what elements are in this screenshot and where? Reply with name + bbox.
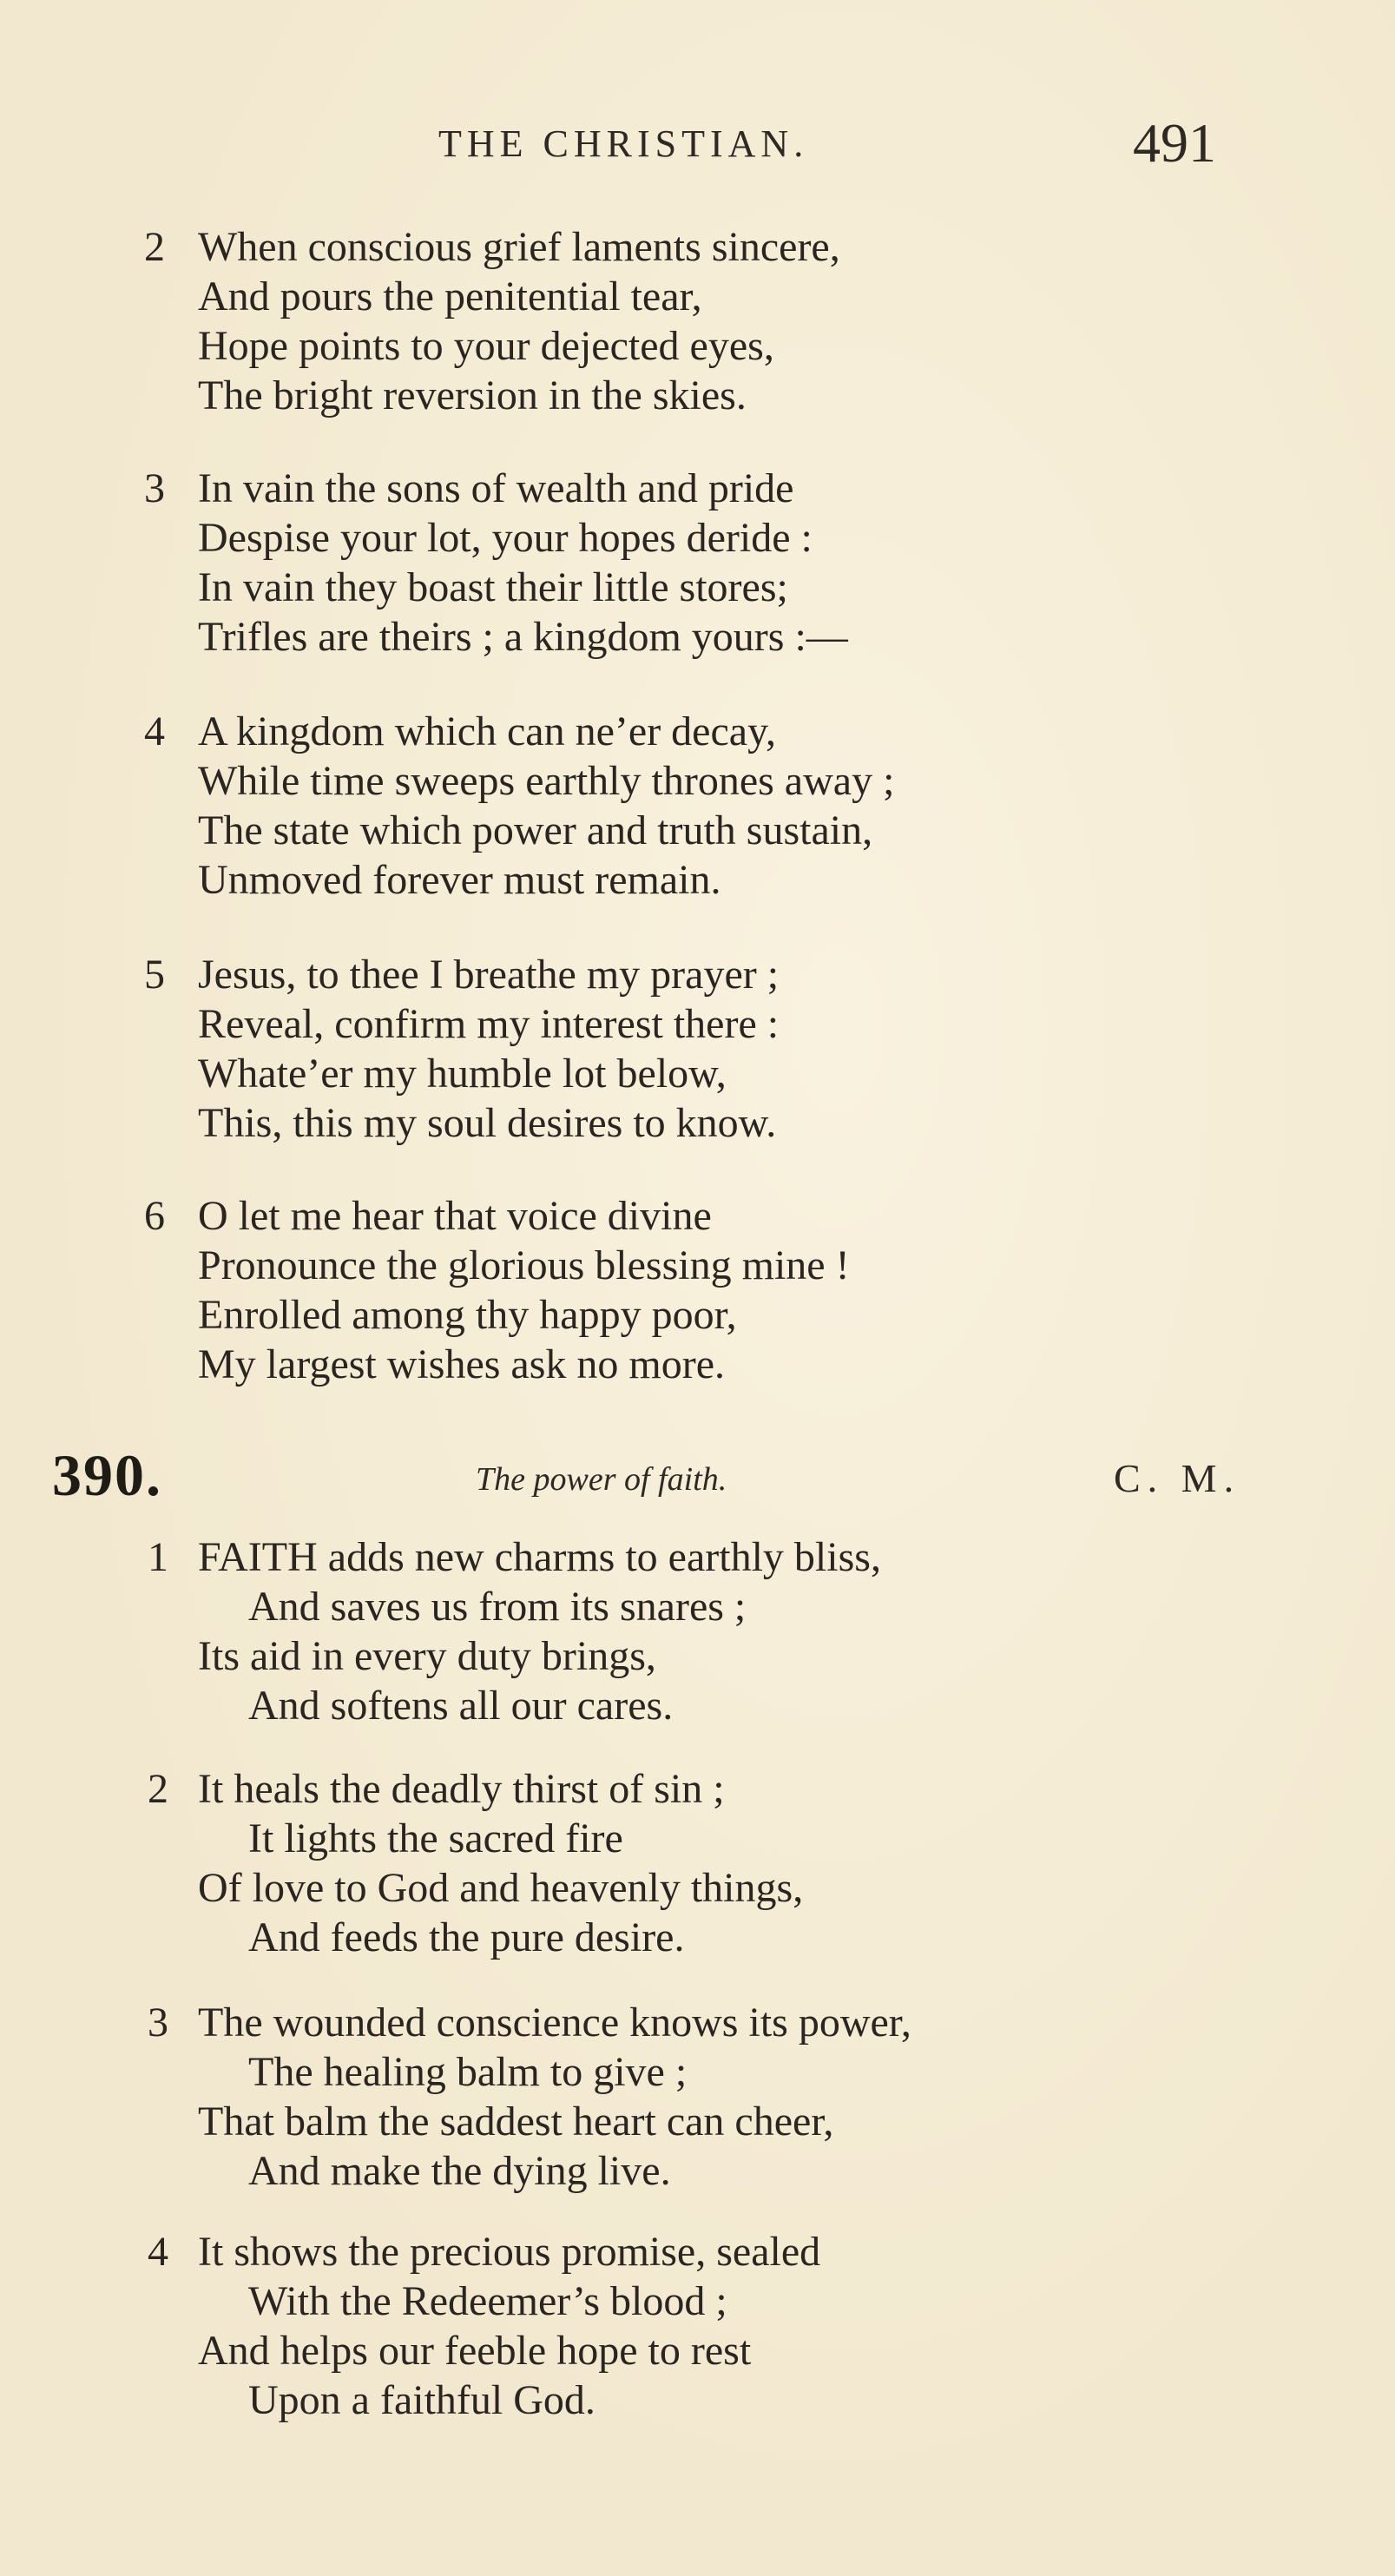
verse-line: Its aid in every duty brings, (198, 1633, 656, 1679)
verse-line: FAITH adds new charms to earthly bliss, (198, 1534, 881, 1580)
verse-line: That balm the saddest heart can cheer, (198, 2098, 834, 2144)
stanza-number: 3 (148, 2000, 168, 2046)
verse-line: And make the dying live. (248, 2148, 671, 2194)
verse-line: This, this my soul desires to know. (198, 1100, 777, 1146)
verse-line: My largest wishes ask no more. (198, 1341, 726, 1387)
stanza-number: 4 (148, 2229, 168, 2275)
verse-line: Despise your lot, your hopes deride : (198, 515, 813, 561)
verse-line: O let me hear that voice divine (198, 1193, 712, 1239)
hymn-title: The power of faith. (476, 1461, 727, 1498)
verse-line: Of love to God and heavenly things, (198, 1865, 804, 1911)
verse-line: The bright reversion in the skies. (198, 372, 747, 418)
verse-line: When conscious grief laments sincere, (198, 224, 840, 270)
verse-line: And saves us from its snares ; (248, 1584, 747, 1630)
verse-line: Hope points to your dejected eyes, (198, 323, 774, 369)
stanza-number: 1 (148, 1534, 168, 1580)
verse-line: Pronounce the glorious blessing mine ! (198, 1242, 850, 1288)
verse-line: And helps our feeble hope to rest (198, 2328, 752, 2374)
verse-line: The state which power and truth sustain, (198, 807, 873, 853)
verse-line: It lights the sacred fire (248, 1815, 623, 1861)
page-number: 491 (1133, 112, 1216, 174)
verse-line: Enrolled among thy happy poor, (198, 1292, 737, 1338)
verse-line: It shows the precious promise, sealed (198, 2229, 821, 2275)
verse-line: While time sweeps earthly thrones away ; (198, 758, 895, 804)
verse-line: And feeds the pure desire. (248, 1914, 685, 1960)
verse-line: And pours the penitential tear, (198, 273, 702, 320)
stanza-number: 2 (148, 1766, 168, 1812)
verse-line: The healing balm to give ; (248, 2049, 688, 2095)
verse-line: Whate’er my humble lot below, (198, 1051, 727, 1097)
verse-line: With the Redeemer’s blood ; (248, 2278, 727, 2324)
verse-line: Upon a faithful God. (248, 2377, 596, 2423)
stanza-number: 4 (144, 708, 165, 754)
verse-line: Trifles are theirs ; a kingdom yours :— (198, 614, 848, 660)
verse-line: And softens all our cares. (248, 1683, 674, 1729)
verse-line: Jesus, to thee I breathe my prayer ; (198, 952, 780, 998)
stanza-number: 2 (144, 224, 165, 270)
verse-line: A kingdom which can ne’er decay, (198, 708, 776, 754)
stanza-number: 5 (144, 952, 165, 998)
hymn-meter: C. M. (1114, 1456, 1241, 1500)
verse-line: In vain they boast their little stores; (198, 564, 788, 610)
verse-line: Reveal, confirm my interest there : (198, 1001, 780, 1047)
stanza-number: 3 (144, 465, 165, 511)
stanza-number: 6 (144, 1193, 165, 1239)
hymn-number: 390. (52, 1442, 162, 1508)
verse-line: Unmoved forever must remain. (198, 857, 721, 903)
verse-line: In vain the sons of wealth and pride (198, 465, 794, 511)
verse-line: It heals the deadly thirst of sin ; (198, 1766, 725, 1812)
running-head: THE CHRISTIAN. (438, 122, 809, 165)
verse-line: The wounded conscience knows its power, (198, 2000, 911, 2046)
